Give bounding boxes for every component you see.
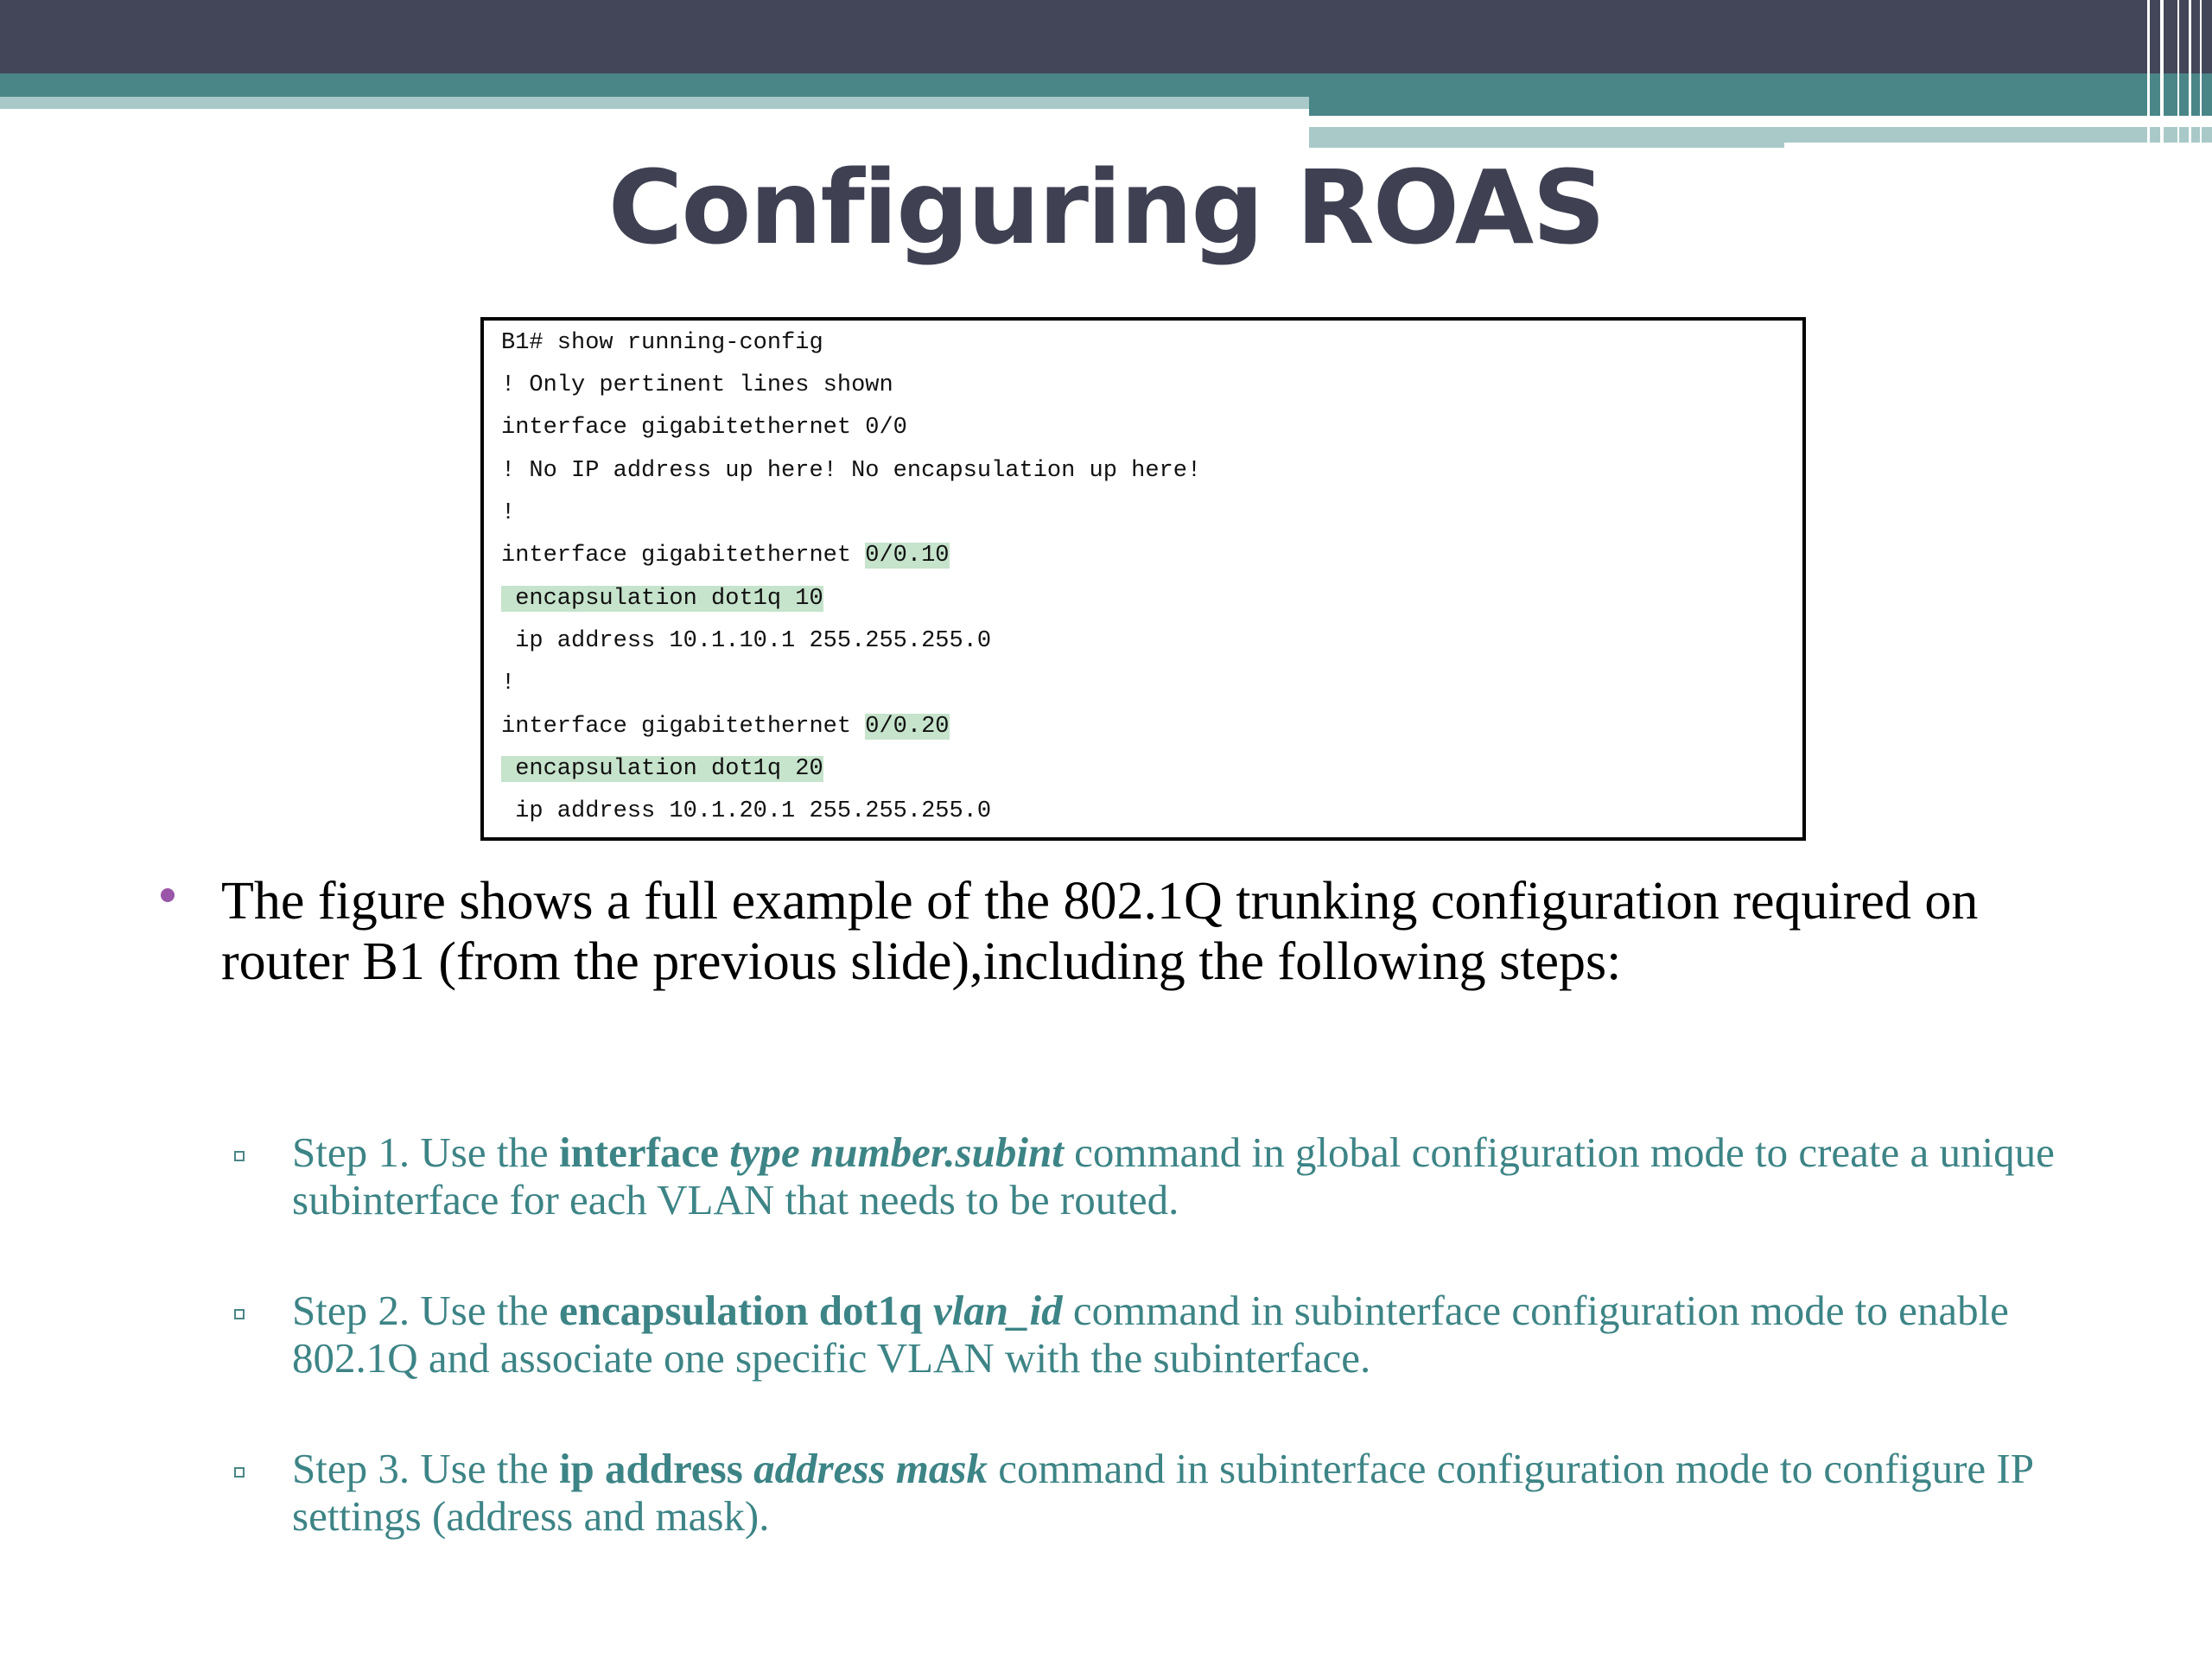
code-line [501, 711, 950, 742]
code-line: ! [501, 500, 516, 526]
step-command: encapsulation dot1q [558, 1287, 933, 1334]
header-divider-line [1309, 119, 2048, 124]
step-prefix: Step 2. Use the [292, 1287, 559, 1334]
code-line: ! [501, 671, 516, 696]
step-item [292, 1128, 2072, 1224]
square-bullet-icon [234, 1467, 245, 1478]
code-line: ip address 10.1.10.1 255.255.255.0 [501, 628, 992, 654]
code-line: ! No IP address up here! No encapsulation up here! [501, 458, 1202, 484]
code-highlight: 0/0.10 [865, 543, 950, 569]
step-prefix: Step 3. Use the [292, 1445, 559, 1492]
code-line: interface gigabitethernet 0/0 [501, 415, 907, 441]
code-line: ip address 10.1.20.1 255.255.255.0 [501, 798, 992, 824]
step-argument: address mask [753, 1445, 988, 1492]
code-text: interface gigabitethernet [501, 543, 866, 569]
code-text: interface gigabitethernet [501, 714, 866, 740]
header-edge-stripe [2177, 0, 2179, 149]
step-command: interface [558, 1128, 730, 1176]
code-line: ! Only pertinent lines shown [501, 372, 893, 398]
header-light-band-right [1309, 127, 1784, 148]
code-highlight: encapsulation dot1q 10 [501, 586, 823, 612]
step-suffix: command in global configuration mode to create a unique subinterface for each VLAN that needs to be routed. [292, 1128, 2055, 1224]
step-item [292, 1445, 2072, 1540]
code-line: B1# show running-config [501, 330, 823, 356]
header-teal-band [0, 73, 2212, 97]
header-edge-stripe [2160, 0, 2164, 149]
step-argument: vlan_id [932, 1287, 1063, 1334]
header-edge-stripe [2200, 0, 2202, 149]
code-line [501, 753, 823, 785]
bullet-dot-icon [161, 888, 175, 902]
step-item [292, 1287, 2072, 1382]
step-argument: type number.subint [729, 1128, 1064, 1176]
code-line [501, 540, 950, 571]
step-suffix: command in subinterface configuration mode to configure IP settings (address and mask). [292, 1445, 2033, 1540]
header-light-band [0, 97, 1309, 109]
slide-title: Configuring ROAS [607, 148, 1605, 267]
code-highlight: 0/0.20 [865, 714, 950, 740]
header-teal-band-right [1309, 97, 2212, 116]
step-command: ip address [558, 1445, 754, 1492]
code-highlight: encapsulation dot1q 20 [501, 756, 823, 782]
step-prefix: Step 1. Use the [292, 1128, 559, 1176]
header-edge-stripe [2147, 0, 2150, 149]
code-line [501, 583, 823, 614]
header-edge-stripe [2189, 0, 2191, 149]
config-code-figure [480, 317, 1806, 841]
square-bullet-icon [234, 1309, 245, 1319]
header-dark-bar [0, 0, 2212, 73]
main-bullet-text: The figure shows a full example of the 802.1Q trunking configuration required on router B1 (from the previous slide),including the following steps: [221, 872, 1979, 991]
square-bullet-icon [234, 1151, 245, 1161]
step-suffix: command in subinterface configuration mode to enable 802.1Q and associate one specific VLAN with the subinterface. [292, 1287, 2009, 1382]
